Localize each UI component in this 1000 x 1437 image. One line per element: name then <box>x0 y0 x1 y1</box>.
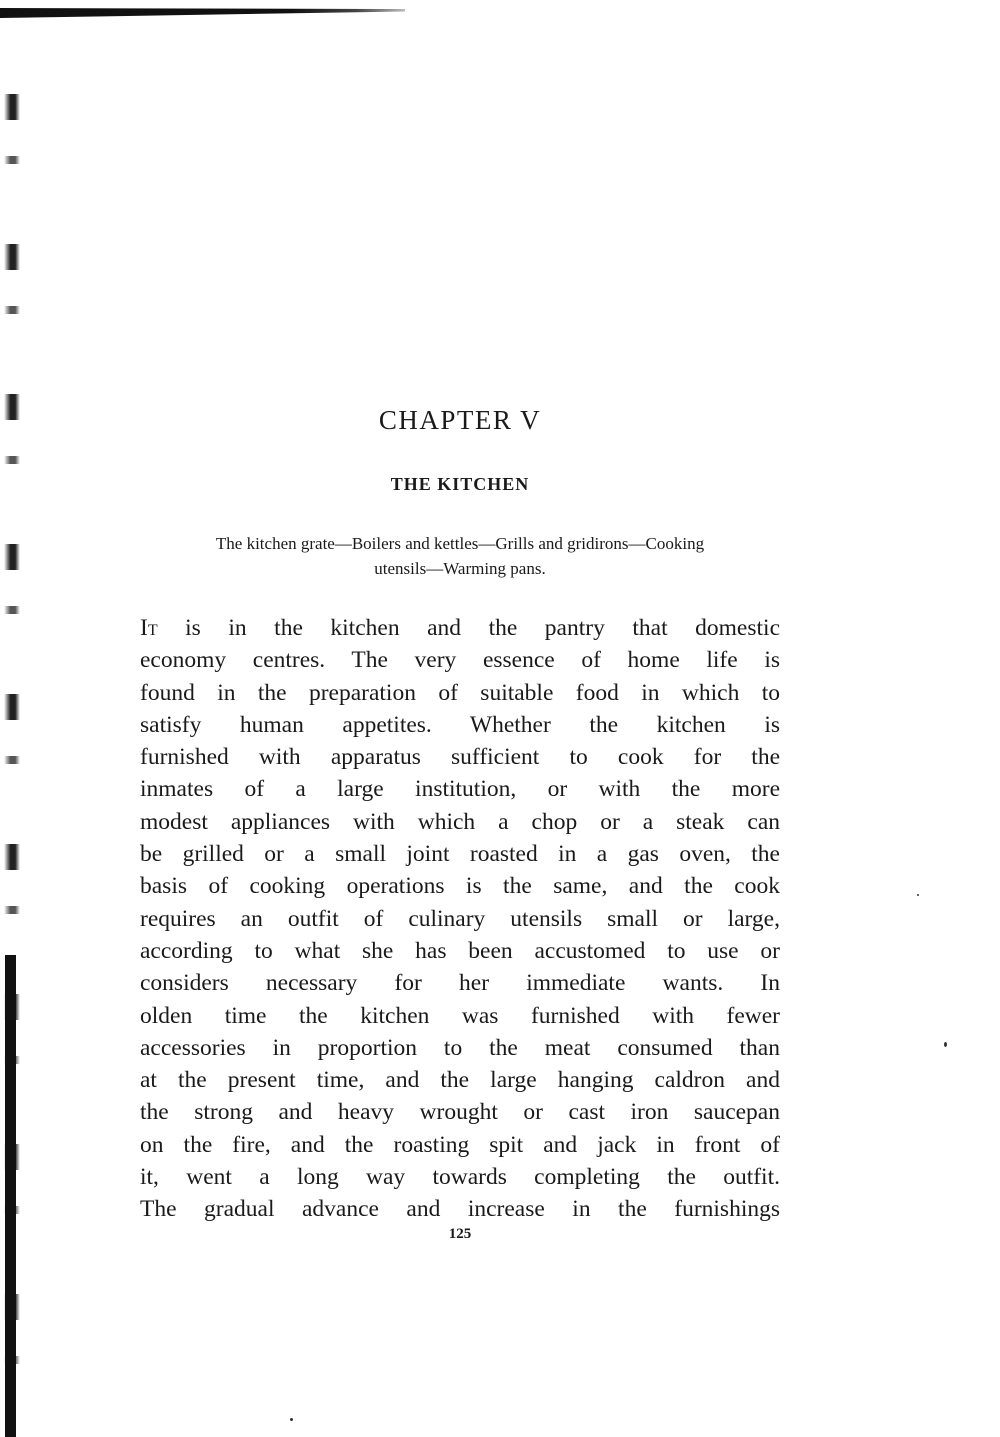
body-line: the strong and heavy wrought or cast iron saucepan <box>140 1099 780 1126</box>
scan-edge-top <box>0 8 405 18</box>
body-line: basis of cooking operations is the same, and the cook <box>140 873 780 900</box>
body-line: found in the preparation of suitable food in which to <box>140 679 780 706</box>
body-line <box>140 612 780 644</box>
scan-speck <box>917 894 919 896</box>
body-line: modest appliances with which a chop or a steak can <box>140 808 780 835</box>
chapter-title: THE KITCHEN <box>390 474 530 494</box>
chapter-heading: CHAPTER V <box>378 405 542 435</box>
body-line: on the fire, and the roasting spit and jack in front of <box>140 1131 780 1158</box>
body-line: The gradual advance and increase in the furnishings <box>140 1196 780 1223</box>
body-line: be grilled or a small joint roasted in a gas oven, the <box>140 841 780 868</box>
page-number: 125 <box>448 1226 472 1242</box>
body-line: satisfy human appetites. Whether the kitchen is <box>140 711 780 738</box>
lead-word: It <box>140 615 158 641</box>
body-line: requires an outfit of culinary utensils small or large, <box>140 905 780 932</box>
synopsis-line: The kitchen grate—Boilers and kettles—Grills and gridirons—Cooking <box>215 534 705 553</box>
body-line: olden time the kitchen was furnished with fewer <box>140 1002 780 1029</box>
body-line: at the present time, and the large hanging caldron and <box>140 1067 780 1094</box>
body-line: inmates of a large institution, or with the more <box>140 776 780 803</box>
chapter-synopsis <box>140 531 780 581</box>
body-paragraph <box>140 612 780 1226</box>
body-line: accessories in proportion to the meat consumed than <box>140 1034 780 1061</box>
body-line: considers necessary for her immediate wants. In <box>140 970 780 997</box>
scan-speck <box>944 1042 947 1047</box>
body-line: economy centres. The very essence of home life is <box>140 647 780 674</box>
scan-edge-left-shadow <box>5 955 16 1437</box>
body-line: according to what she has been accustomed to use or <box>140 937 780 964</box>
scan-speck <box>290 1418 293 1421</box>
body-line: it, went a long way towards completing the outfit. <box>140 1164 780 1191</box>
synopsis-line: utensils—Warming pans. <box>374 559 546 578</box>
body-line-text: is in the kitchen and the pantry that domestic <box>157 615 780 641</box>
body-line: furnished with apparatus sufficient to cook for the <box>140 744 780 771</box>
